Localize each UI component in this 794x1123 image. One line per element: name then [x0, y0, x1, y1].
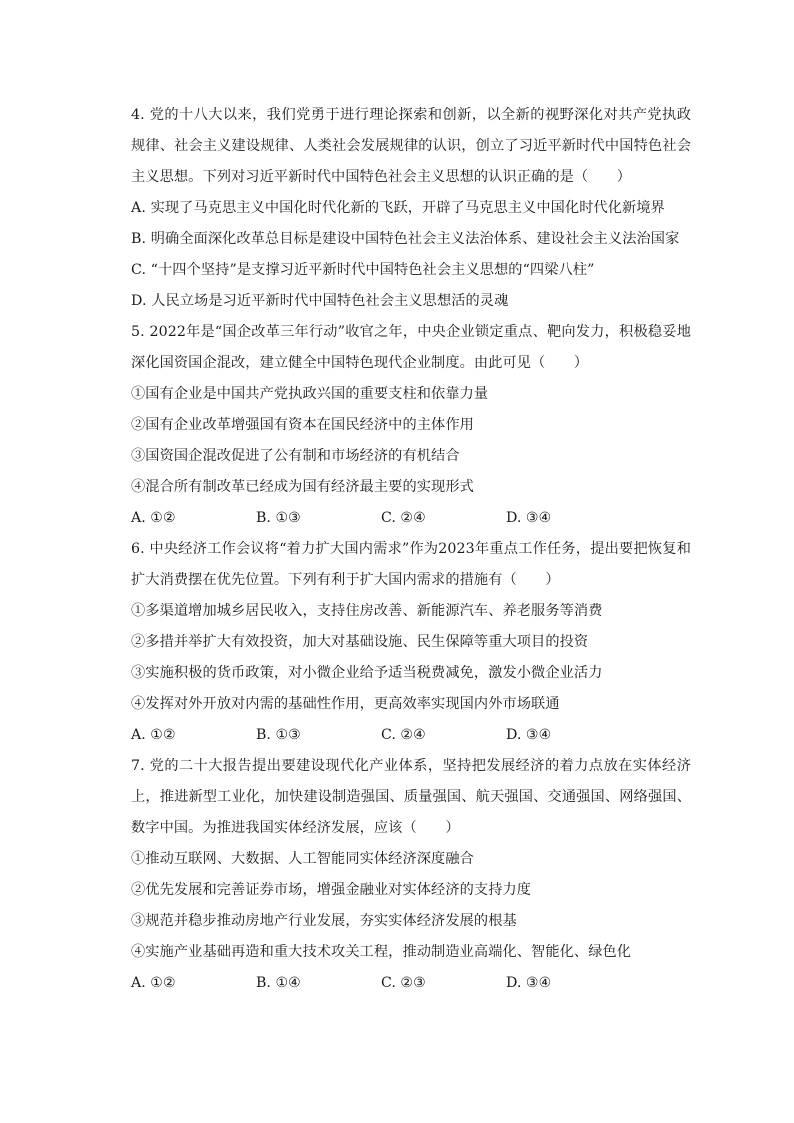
statement-4: ④发挥对外开放对内需的基础性作用，更高效率实现国内外市场联通: [131, 696, 560, 712]
statement-4: ④混合所有制改革已经成为国有经济最主要的实现形式: [131, 479, 474, 495]
question-5: [131, 317, 691, 534]
answer-choices: [131, 503, 691, 534]
question-6: [131, 534, 691, 751]
choice-a: A. ①②: [131, 975, 176, 991]
choice-c: C. ②④: [381, 510, 426, 526]
statement-3: ③实施积极的货币政策，对小微企业给予适当税费减免，激发小微企业活力: [131, 665, 603, 681]
statement-2: ②多措并举扩大有效投资，加大对基础设施、民生保障等重大项目的投资: [131, 634, 589, 650]
statement-3: ③规范并稳步推动房地产行业发展，夯实实体经济发展的根基: [131, 913, 517, 929]
statement-2: ②优先发展和完善证券市场，增强金融业对实体经济的支持力度: [131, 882, 532, 898]
statement-1: ①多渠道增加城乡居民收入，支持住房改善、新能源汽车、养老服务等消费: [131, 603, 603, 619]
question-stem: 4. 党的十八大以来，我们党勇于进行理论探索和创新，以全新的视野深化对共产党执政规律、社会主义建设规律、人类社会发展规律的认识，创立了习近平新时代中国特色社会主义思想。下列对习近平新时代中国特色社会主义思想的认识正确的是（ ）: [131, 107, 691, 185]
choice-c: C. ②④: [381, 727, 426, 743]
statement-1: ①国有企业是中国共产党执政兴国的重要支柱和依靠力量: [131, 386, 489, 402]
statement-3: ③国资国企混改促进了公有制和市场经济的有机结合: [131, 448, 460, 464]
choice-c: C. ②③: [381, 975, 426, 991]
statement-2: ②国有企业改革增强国有资本在国民经济中的主体作用: [131, 417, 474, 433]
exam-page: [131, 100, 691, 999]
choice-d: D. ③④: [506, 510, 552, 526]
option-d: D. 人民立场是习近平新时代中国特色社会主义思想活的灵魂: [131, 293, 509, 309]
question-stem: 6. 中央经济工作会议将“着力扩大国内需求”作为2023年重点工作任务，提出要把恢复和扩大消费摆在优先位置。下列有利于扩大国内需求的措施有（ ）: [131, 541, 691, 588]
choice-b: B. ①④: [256, 975, 301, 991]
answer-choices: [131, 968, 691, 999]
choice-a: A. ①②: [131, 727, 176, 743]
answer-choices: [131, 720, 691, 751]
choice-a: A. ①②: [131, 510, 176, 526]
question-stem: 7. 党的二十大报告提出要建设现代化产业体系，坚持把发展经济的着力点放在实体经济上，推进新型工业化，加快建设制造强国、质量强国、航天强国、交通强国、网络强国、数字中国。为推进我国实体经济发展，应该（ ）: [131, 758, 691, 836]
option-a: A. 实现了马克思主义中国化时代化新的飞跃，开辟了马克思主义中国化时代化新境界: [131, 200, 665, 216]
choice-b: B. ①③: [256, 510, 301, 526]
option-c: C. “十四个坚持”是支撑习近平新时代中国特色社会主义思想的“四梁八柱”: [131, 262, 595, 278]
statement-1: ①推动互联网、大数据、人工智能同实体经济深度融合: [131, 851, 474, 867]
choice-d: D. ③④: [506, 975, 552, 991]
statement-4: ④实施产业基础再造和重大技术攻关工程，推动制造业高端化、智能化、绿色化: [131, 944, 632, 960]
choice-d: D. ③④: [506, 727, 552, 743]
option-b: B. 明确全面深化改革总目标是建设中国特色社会主义法治体系、建设社会主义法治国家: [131, 231, 680, 247]
question-stem: 5. 2022年是“国企改革三年行动”收官之年，中央企业锁定重点、靶向发力，积极稳妥地深化国资国企混改，建立健全中国特色现代企业制度。由此可见（ ）: [131, 324, 691, 371]
question-4: [131, 100, 691, 317]
question-7: [131, 751, 691, 999]
choice-b: B. ①③: [256, 727, 301, 743]
